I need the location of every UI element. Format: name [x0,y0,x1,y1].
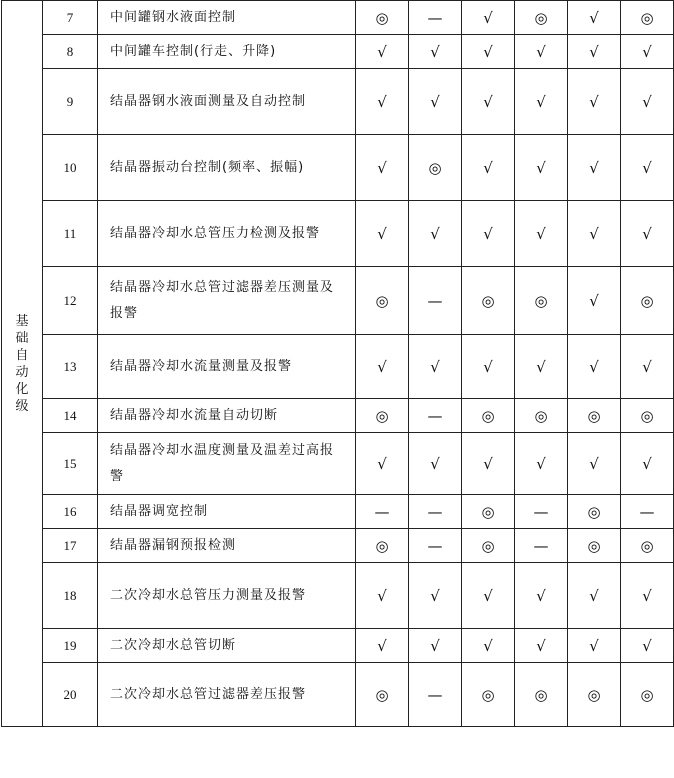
automation-function-table [1,0,674,727]
mark-cell: √ [621,201,674,267]
mark-cell: ◎ [356,663,409,727]
item-description: 中间罐车控制(行走、升降) [98,35,356,69]
mark-cell: √ [356,201,409,267]
mark-cell: ◎ [515,663,568,727]
mark-cell: √ [462,433,515,495]
mark-cell: √ [621,135,674,201]
item-description: 结晶器调宽控制 [98,495,356,529]
mark-cell: √ [621,433,674,495]
mark-cell: ◎ [515,1,568,35]
category-label: 基础自动化级 [15,313,29,414]
mark-cell: √ [356,563,409,629]
mark-cell: — [409,399,462,433]
mark-cell: √ [515,35,568,69]
item-description: 结晶器冷却水总管压力检测及报警 [98,201,356,267]
mark-cell: — [409,663,462,727]
mark-cell: ◎ [462,267,515,335]
mark-cell: √ [568,69,621,135]
mark-cell: √ [568,629,621,663]
item-description: 结晶器漏钢预报检测 [98,529,356,563]
mark-cell: ◎ [621,663,674,727]
row-number: 7 [43,1,98,35]
table-row [2,135,674,201]
table-row [2,663,674,727]
mark-cell: √ [409,433,462,495]
mark-cell: √ [356,335,409,399]
item-description: 结晶器冷却水流量测量及报警 [98,335,356,399]
mark-cell: — [356,495,409,529]
mark-cell: ◎ [356,1,409,35]
row-number: 12 [43,267,98,335]
table-row [2,1,674,35]
mark-cell: √ [568,35,621,69]
item-description: 二次冷却水总管压力测量及报警 [98,563,356,629]
mark-cell: √ [356,135,409,201]
row-number: 11 [43,201,98,267]
mark-cell: ◎ [621,267,674,335]
row-number: 19 [43,629,98,663]
row-number: 8 [43,35,98,69]
mark-cell: √ [356,433,409,495]
table-body [2,1,674,727]
row-number: 9 [43,69,98,135]
mark-cell: √ [356,35,409,69]
mark-cell: √ [621,35,674,69]
item-description: 结晶器冷却水总管过滤器差压测量及报警 [98,267,356,335]
row-number: 15 [43,433,98,495]
mark-cell: ◎ [621,399,674,433]
mark-cell: ◎ [462,529,515,563]
row-number: 10 [43,135,98,201]
mark-cell: √ [621,335,674,399]
table-row [2,335,674,399]
mark-cell: √ [462,335,515,399]
item-description: 结晶器钢水液面测量及自动控制 [98,69,356,135]
mark-cell: √ [568,433,621,495]
mark-cell: ◎ [515,399,568,433]
mark-cell: ◎ [568,399,621,433]
mark-cell: ◎ [568,663,621,727]
mark-cell: √ [462,201,515,267]
mark-cell: √ [462,629,515,663]
mark-cell: √ [515,201,568,267]
mark-cell: √ [515,135,568,201]
mark-cell: ◎ [462,399,515,433]
table-row [2,629,674,663]
row-number: 16 [43,495,98,529]
mark-cell: ◎ [621,529,674,563]
mark-cell: √ [568,201,621,267]
mark-cell: ◎ [356,399,409,433]
table-row [2,35,674,69]
table-row [2,201,674,267]
mark-cell: ◎ [568,529,621,563]
mark-cell: √ [568,335,621,399]
mark-cell: √ [515,433,568,495]
item-description: 结晶器冷却水温度测量及温差过高报警 [98,433,356,495]
mark-cell: ◎ [356,529,409,563]
mark-cell: √ [621,629,674,663]
mark-cell: — [515,529,568,563]
item-description: 结晶器冷却水流量自动切断 [98,399,356,433]
mark-cell: √ [515,563,568,629]
mark-cell: √ [568,1,621,35]
mark-cell: √ [462,69,515,135]
mark-cell: — [409,495,462,529]
table-row [2,495,674,529]
mark-cell: √ [515,335,568,399]
mark-cell: √ [621,69,674,135]
mark-cell: √ [462,563,515,629]
mark-cell: √ [568,135,621,201]
item-description: 二次冷却水总管切断 [98,629,356,663]
mark-cell: ◎ [356,267,409,335]
mark-cell: ◎ [568,495,621,529]
item-description: 结晶器振动台控制(频率、振幅) [98,135,356,201]
mark-cell: √ [409,35,462,69]
table-row [2,69,674,135]
mark-cell: √ [409,563,462,629]
mark-cell: √ [515,629,568,663]
mark-cell: ◎ [462,495,515,529]
mark-cell: √ [409,201,462,267]
mark-cell: √ [356,629,409,663]
mark-cell: ◎ [409,135,462,201]
mark-cell: — [515,495,568,529]
table-row [2,529,674,563]
mark-cell: ◎ [515,267,568,335]
row-number: 20 [43,663,98,727]
item-description: 二次冷却水总管过滤器差压报警 [98,663,356,727]
mark-cell: — [409,1,462,35]
mark-cell: ◎ [462,663,515,727]
mark-cell: √ [462,135,515,201]
row-number: 13 [43,335,98,399]
table-row [2,399,674,433]
mark-cell: √ [409,69,462,135]
mark-cell: √ [515,69,568,135]
item-description: 中间罐钢水液面控制 [98,1,356,35]
mark-cell: — [409,529,462,563]
row-number: 14 [43,399,98,433]
row-number: 18 [43,563,98,629]
mark-cell: √ [568,563,621,629]
mark-cell: ◎ [621,1,674,35]
mark-cell: √ [409,629,462,663]
mark-cell: √ [356,69,409,135]
mark-cell: √ [462,1,515,35]
mark-cell: — [409,267,462,335]
mark-cell: — [621,495,674,529]
table-row [2,267,674,335]
mark-cell: √ [462,35,515,69]
mark-cell: √ [568,267,621,335]
mark-cell: √ [621,563,674,629]
row-number: 17 [43,529,98,563]
mark-cell: √ [409,335,462,399]
table-row [2,563,674,629]
table-row [2,433,674,495]
category-cell [2,1,43,727]
